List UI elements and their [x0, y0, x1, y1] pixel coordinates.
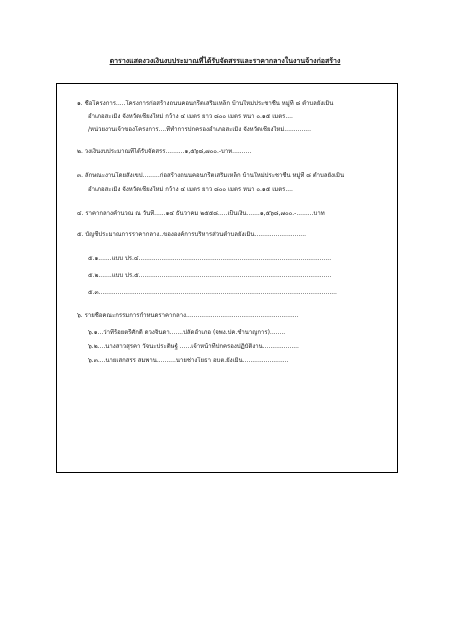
item-5-price-list: ๕. บัญชีประมาณการราคากลาง..ขององค์การบริหารส่วนตำบลยั้งเมิน........................... — [77, 231, 307, 238]
item-6-3: ๖.๓....นายเสกสรร สมพาน..........นายช่างโยธา อบต.ยั้งเมิน........................ — [88, 357, 289, 364]
item-6-1: ๖.๑...ว่าที่ร้อยตรีศักดิ์ ดวงจินดา.......ปลัดอำเภอ (จพง.ปค.ชำนาญการ)........ — [88, 329, 286, 336]
item-5-1: ๕.๑.......แบบ ปร.๔..................................................................................................... — [88, 255, 332, 262]
item-6-committee: ๖. รายชื่อคณะกรรมการกำหนดราคากลาง........................................................... — [77, 312, 299, 319]
item-3-description-cont: อำเภอสะเมิง จังหวัดเชียงใหม่ กว้าง ๔ เมตร ยาว ๘๐๐ เมตร หนา ๐.๑๕ เมตร.... — [88, 186, 293, 193]
item-1-project-location: อำเภอสะเมิง จังหวัดเชียงใหม่ กว้าง ๔ เมตร ยาว ๘๐๐ เมตร หนา ๐.๑๕ เมตร.... — [88, 113, 293, 120]
item-1-project-name: ๑. ชื่อโครงการ.....โครงการก่อสร้างถนนคอนกรีตเสริมเหล็ก บ้านใหม่ประชาชื่น หมู่ที่ ๘ ตำบลยั้งเมิน — [77, 100, 334, 107]
item-3-description: ๓. ลักษณะงานโดยสังเขป.........ก่อสร้างถนนคอนกรีตเสริมเหล็ก บ้านใหม่ประชาชื่น หมู่ที่ ๘ ตำบลยั้งเมิน — [77, 172, 345, 179]
item-5-2: ๕.๒.......แบบ ปร.๕..................................................................................................... — [88, 272, 332, 279]
item-4-median-price: ๔. ราคากลางคำนวณ ณ วันที่......๑๔ ธันวาคม ๒๕๕๘.....เป็นเงิน.......๑,๕๖๘,๗๐๐.-.........บาท — [77, 210, 325, 217]
document-title: ตารางแสดงวงเงินงบประมาณที่ได้รับจัดสรรและราคากลางในงานจ้างก่อสร้าง — [109, 57, 341, 65]
item-5-3: ๕.๓............................................................................................................................. — [88, 289, 337, 296]
item-6-2: ๖.๒....นางสาวสุรคา วัจนะประดิษฐ์ ......เจ้าหน้าที่ปกครองปฏิบัติงาน................... — [88, 343, 299, 350]
item-1-agency: /หน่วยงานเจ้าของโครงการ....ที่ทำการปกครองอำเภอสะเมิง จังหวัดเชียงใหม่.............. — [88, 126, 311, 133]
item-2-budget: ๒. วงเงินงบประมาณที่ได้รับจัดสรร..........๑,๕๖๘,๗๐๐.-บาท.......... — [77, 148, 252, 155]
